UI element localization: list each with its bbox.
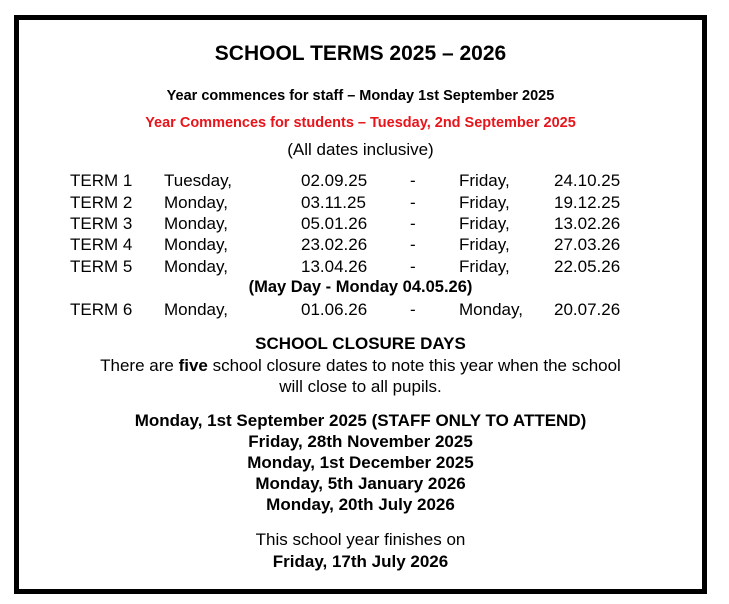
term-start-day: Monday,: [164, 193, 228, 212]
term-row: [19, 171, 702, 191]
term-row: [19, 235, 702, 255]
term-start-date: 13.04.26: [301, 257, 368, 276]
term-start-date: 05.01.26: [301, 214, 368, 233]
term-end-day: Friday,: [459, 235, 510, 254]
term-start-date: 02.09.25: [301, 171, 368, 190]
term-label: TERM 5: [70, 257, 133, 276]
term-row: [19, 300, 702, 320]
closure-text-before: There are: [100, 356, 179, 375]
closure-date: Monday, 1st September 2025 (STAFF ONLY TO ATTEND): [134, 411, 587, 430]
term-end-date: 20.07.26: [554, 300, 621, 319]
term-start-day: Monday,: [164, 235, 228, 254]
term-start-day: Monday,: [164, 300, 228, 319]
term-end-day: Friday,: [459, 257, 510, 276]
staff-start-line: Year commences for staff – Monday 1st September 2025: [166, 88, 555, 104]
term-row: [19, 193, 702, 213]
terms-notice-frame: [14, 15, 707, 594]
year-finish-label: This school year finishes on: [255, 530, 466, 549]
term-start-date: 03.11.25: [301, 193, 366, 212]
term-start-day: Tuesday,: [164, 171, 233, 190]
term-dash: -: [410, 235, 416, 254]
inclusive-note: (All dates inclusive): [287, 140, 434, 159]
closure-date: Friday, 28th November 2025: [248, 432, 473, 451]
term-dash: -: [410, 300, 416, 319]
term-end-day: Friday,: [459, 193, 510, 212]
term-row: [19, 257, 702, 277]
term-start-date: 23.02.26: [301, 235, 368, 254]
term-label: TERM 3: [70, 214, 133, 233]
term-dash: -: [410, 257, 416, 276]
may-day-note: (May Day - Monday 04.05.26): [248, 278, 473, 296]
closure-date: Monday, 20th July 2026: [266, 495, 455, 514]
term-label: TERM 6: [70, 300, 133, 319]
closure-text-after: school closure dates to note this year when the school: [207, 356, 621, 375]
term-dash: -: [410, 193, 416, 212]
term-dash: -: [410, 171, 416, 190]
term-label: TERM 2: [70, 193, 133, 212]
page-title: SCHOOL TERMS 2025 – 2026: [214, 42, 507, 65]
closure-date: Monday, 5th January 2026: [255, 474, 466, 493]
term-end-date: 22.05.26: [554, 257, 621, 276]
term-dash: -: [410, 214, 416, 233]
term-end-date: 27.03.26: [554, 235, 621, 254]
term-label: TERM 1: [70, 171, 133, 190]
term-start-day: Monday,: [164, 257, 228, 276]
term-row: [19, 214, 702, 234]
closure-date: Monday, 1st December 2025: [247, 453, 474, 472]
term-end-date: 24.10.25: [554, 171, 621, 190]
term-end-date: 13.02.26: [554, 214, 621, 233]
term-end-day: Friday,: [459, 171, 510, 190]
students-start-line: Year Commences for students – Tuesday, 2nd September 2025: [145, 115, 576, 131]
term-end-date: 19.12.25: [554, 193, 621, 212]
term-label: TERM 4: [70, 235, 133, 254]
year-finish-date: Friday, 17th July 2026: [272, 552, 449, 571]
term-start-day: Monday,: [164, 214, 228, 233]
term-end-day: Friday,: [459, 214, 510, 233]
term-end-day: Monday,: [459, 300, 523, 319]
closure-description-line2: will close to all pupils.: [279, 377, 442, 396]
closure-heading: SCHOOL CLOSURE DAYS: [255, 334, 466, 353]
closure-count: five: [178, 356, 208, 375]
closure-description: [19, 356, 702, 376]
term-start-date: 01.06.26: [301, 300, 368, 319]
